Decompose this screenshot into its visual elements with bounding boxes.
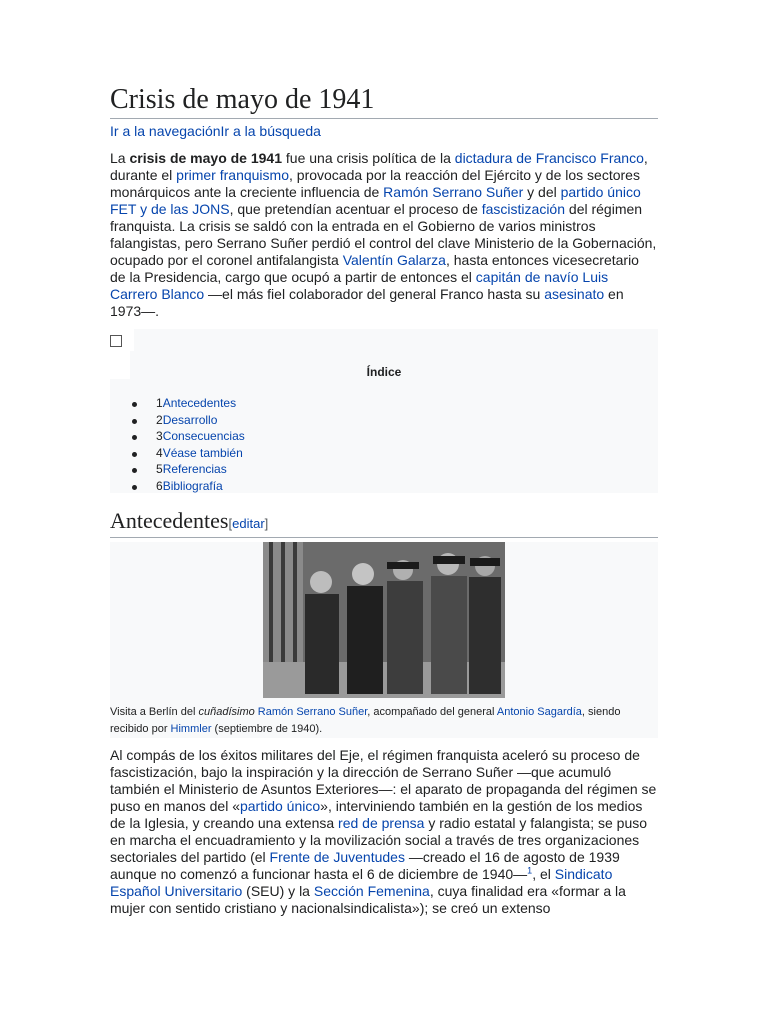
- toc-item[interactable]: [132, 461, 245, 478]
- toc-link[interactable]: Bibliografía: [162, 478, 223, 493]
- toc-item[interactable]: [132, 412, 245, 429]
- toc-number: 3: [156, 429, 163, 443]
- link-fet-jons[interactable]: partido único FET y de las JONS: [110, 184, 641, 217]
- toc-list: [132, 395, 245, 494]
- jump-to-search-link[interactable]: Ir a la búsqueda: [220, 123, 321, 139]
- toc-toggle-checkbox[interactable]: [110, 335, 122, 347]
- text: , durante el: [110, 150, 648, 183]
- toc-link[interactable]: Véase también: [162, 445, 243, 460]
- body-paragraph: [110, 747, 658, 917]
- link-red-de-prensa[interactable]: red de prensa: [338, 815, 425, 831]
- text: , cuya finalidad era «formar a la mujer con sentido cristiano y nacionalsindicalista»); se creó un extenso: [110, 883, 626, 916]
- text: , hasta entonces vicesecretario de la Presidencia, cargo que ocupó a partir de entonces el: [110, 252, 639, 285]
- toc-link[interactable]: Desarrollo: [162, 412, 218, 427]
- toc-item[interactable]: [132, 428, 245, 445]
- section-title: Antecedentes: [110, 508, 229, 533]
- link-primer-franquismo[interactable]: primer franquismo: [176, 167, 289, 183]
- link-serrano-suner[interactable]: Ramón Serrano Suñer: [257, 706, 368, 718]
- text: y del: [523, 184, 561, 200]
- toc-item[interactable]: [132, 445, 245, 462]
- text: , acompañado del general: [367, 706, 497, 718]
- toc-number: 2: [156, 412, 163, 427]
- text: —el más fiel colaborador del general Franco hasta su: [204, 286, 545, 302]
- text: , provocada por la reacción del Ejército y de los sectores monárquicos ante la creciente influencia de: [110, 167, 640, 200]
- link-frente-de-juventudes[interactable]: Frente de Juventudes: [269, 849, 405, 865]
- text: fue una crisis política de la: [282, 150, 455, 166]
- toc-link[interactable]: Referencias: [162, 462, 227, 476]
- link-dictadura[interactable]: dictadura de Francisco Franco: [454, 150, 644, 166]
- bold-term: crisis de mayo de 1941: [129, 150, 283, 166]
- lead-paragraph: [110, 150, 658, 320]
- text: , que pretendían acentuar el proceso de: [229, 201, 482, 217]
- toc-title: Índice: [366, 365, 402, 379]
- edit-section-link[interactable]: editar: [232, 516, 265, 531]
- link-fascistizacion[interactable]: fascistización: [481, 201, 566, 217]
- text: , siendo recibido por: [110, 706, 621, 735]
- historical-photo[interactable]: [263, 542, 505, 698]
- text: (SEU) y la: [242, 883, 314, 899]
- text: , el: [532, 866, 555, 882]
- link-sagardia[interactable]: Antonio Sagardía: [496, 706, 582, 718]
- edit-section: [229, 516, 269, 531]
- text: en 1973—.: [110, 286, 624, 319]
- toc-link[interactable]: Antecedentes: [162, 396, 237, 410]
- link-galarza[interactable]: Valentín Galarza: [342, 252, 446, 268]
- page-title: Crisis de mayo de 1941: [110, 84, 658, 119]
- text: y radio estatal y falangista; se puso en marcha el encuadramiento y la movilización social a través de tres organizaciones sectoriales del partido (el: [110, 815, 648, 865]
- link-seccion-femenina[interactable]: Sección Femenina: [313, 883, 430, 899]
- toc-number: 4: [156, 445, 163, 460]
- jump-links: [110, 122, 658, 140]
- text: », interviniendo también en la gestión de los medios de la Iglesia, y creando una extensa: [110, 798, 643, 831]
- link-asesinato[interactable]: asesinato: [544, 286, 605, 302]
- toc-item[interactable]: [132, 395, 245, 412]
- figure-caption: [110, 704, 658, 738]
- photo-illustration: [263, 542, 505, 698]
- italic-term: cuñadísimo: [198, 706, 255, 718]
- section-heading-antecedentes: [110, 508, 658, 538]
- bracket: ]: [264, 516, 269, 531]
- text: del régimen franquista. La crisis se saldó con la entrada en el Gobierno de varios ministros falangistas, pero Serrano Suñer perdió el control del clave Ministerio de la Gobernación, ocupado por el coronel antifalangista: [110, 201, 657, 268]
- toc-number: 6: [156, 478, 163, 493]
- toc-number: 5: [156, 462, 163, 476]
- text: La: [110, 150, 130, 166]
- article: [110, 84, 658, 917]
- link-partido-unico[interactable]: partido único: [239, 798, 321, 814]
- toc-number: 1: [156, 396, 163, 410]
- link-serrano-suner[interactable]: Ramón Serrano Suñer: [383, 184, 524, 200]
- text: Visita a Berlín del: [110, 706, 199, 718]
- text: —creado el 16 de agosto de 1939 aunque no comenzó a funcionar hasta el 6 de diciembre de 1940—: [110, 849, 620, 882]
- jump-to-navigation-link[interactable]: Ir a la navegación: [110, 123, 221, 139]
- figure: [110, 542, 658, 738]
- link-seu[interactable]: Sindicato Español Universitario: [110, 866, 613, 899]
- link-himmler[interactable]: Himmler: [170, 723, 212, 735]
- reference-link[interactable]: 1: [527, 865, 533, 876]
- text: Al compás de los éxitos militares del Eje, el régimen franquista aceleró su proceso de fascistización, bajo la inspiración y la dirección de Serrano Suñer —que acumuló también el Ministerio de Asuntos Exteriores—: el aparato de propaganda del régimen se puso en manos del «: [110, 747, 657, 814]
- link-carrero-blanco[interactable]: capitán de navío Luis Carrero Blanco: [110, 269, 609, 302]
- toc-item[interactable]: [132, 478, 245, 495]
- text: (septiembre de 1940).: [211, 723, 323, 735]
- table-of-contents: [110, 329, 658, 493]
- bracket: [: [228, 516, 233, 531]
- toc-link[interactable]: Consecuencias: [162, 429, 245, 443]
